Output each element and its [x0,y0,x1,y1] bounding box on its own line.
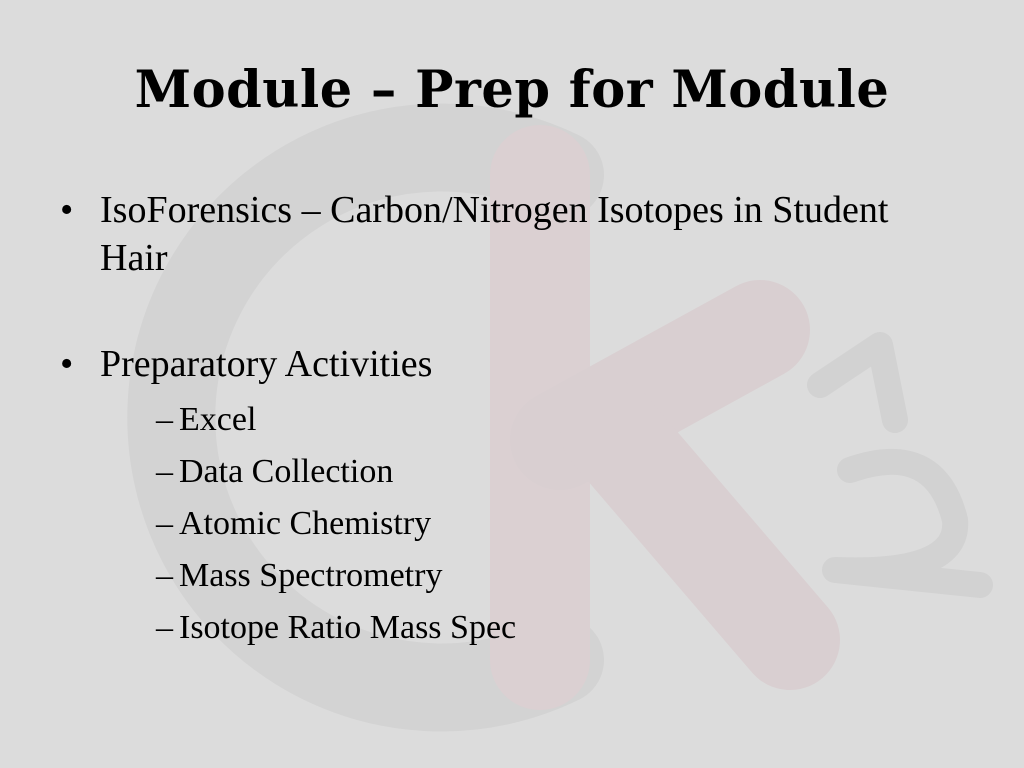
bullet-item [58,340,958,654]
sub-bullet-item [156,446,958,498]
bullet-text: Preparatory Activities [100,343,433,385]
sub-bullet-marker: – [156,401,173,438]
sub-bullet-text: Atomic Chemistry [179,505,432,542]
bullet-item [58,186,958,282]
sub-bullet-list [100,394,958,654]
sub-bullet-text: Data Collection [179,453,394,490]
sub-bullet-item [156,498,958,550]
sub-bullet-text: Excel [179,401,257,438]
sub-bullet-item [156,394,958,446]
sub-bullet-marker: – [156,609,173,646]
sub-bullet-item [156,550,958,602]
slide-title: Module – Prep for Module [134,60,890,120]
bullet-text: IsoForensics – Carbon/Nitrogen Isotopes in Student Hair [100,189,889,279]
sub-bullet-text: Isotope Ratio Mass Spec [179,609,517,646]
sub-bullet-text: Mass Spectrometry [179,557,443,594]
bullet-marker: • [60,189,74,231]
sub-bullet-marker: – [156,453,173,490]
bullet-marker: • [60,343,74,385]
sub-bullet-marker: – [156,505,173,542]
sub-bullet-marker: – [156,557,173,594]
sub-bullet-item [156,602,958,654]
slide-content [58,186,958,654]
